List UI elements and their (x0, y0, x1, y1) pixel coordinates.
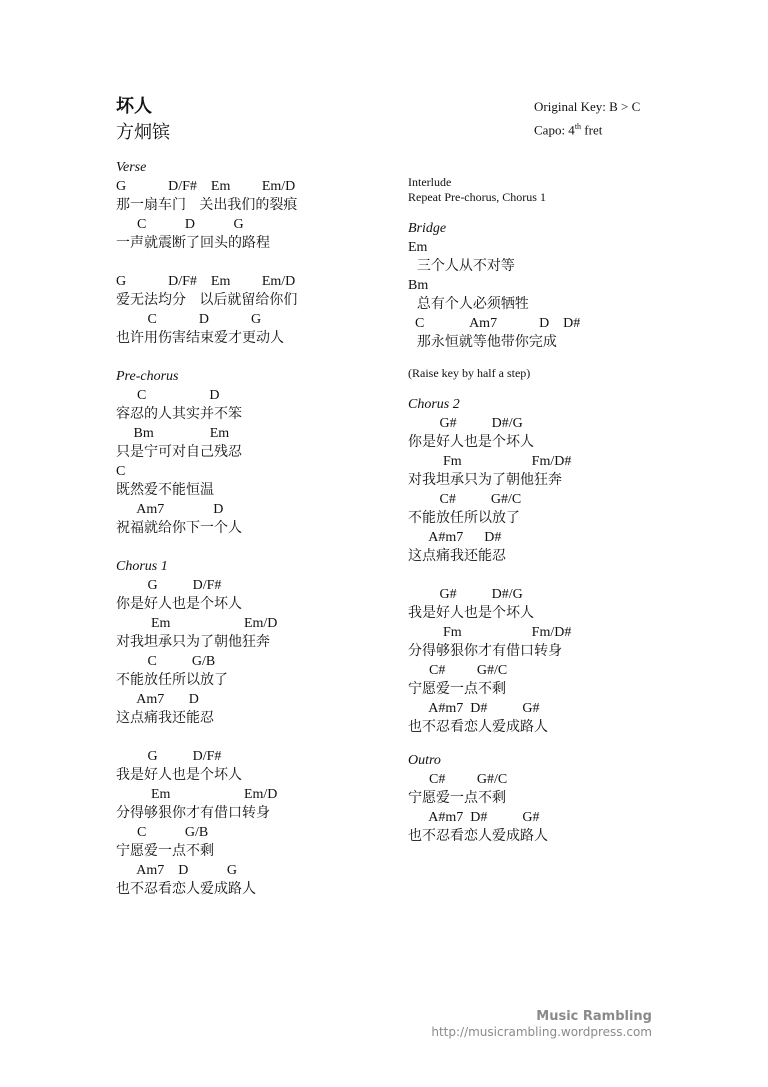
chord-line: Bm Em (116, 426, 230, 441)
lyric-line: 不能放任所以放了 (116, 672, 228, 688)
chord-line: Am7 D (116, 692, 199, 707)
lyric-line: 你是好人也是个坏人 (116, 596, 242, 612)
chord-line: Am7 D G (116, 863, 237, 878)
spacer (116, 348, 406, 367)
note-line: Repeat Pre-chorus, Chorus 1 (408, 190, 546, 204)
chord-line: C G/B (116, 654, 216, 669)
spacer (408, 381, 738, 395)
lyric-line: 一声就震断了回头的路程 (116, 235, 270, 251)
chord-line: Am7 D (116, 502, 224, 517)
spacer (408, 205, 738, 219)
spacer (116, 538, 406, 557)
spacer (408, 352, 738, 366)
capo-suffix: fret (581, 122, 603, 138)
spacer (408, 566, 738, 585)
chord-line: Bm (408, 278, 429, 293)
chord-line: C# G#/C (408, 663, 508, 678)
lyric-line: 三个人从不对等 (408, 258, 515, 274)
lyric-line: 宁愿爱一点不剩 (408, 790, 506, 806)
lyric-line: 这点痛我还能忍 (116, 710, 214, 726)
lyric-line: 容忍的人其实并不笨 (116, 406, 242, 422)
chord-line: C Am7 D D# (408, 316, 581, 331)
chord-line: C (116, 464, 126, 479)
lyric-line: 也许用伤害结束爱才更动人 (116, 330, 284, 346)
note-line: (Raise key by half a step) (408, 366, 531, 380)
note-line: Interlude (408, 175, 452, 189)
lyric-line: 对我坦承只为了朝他狂奔 (116, 634, 270, 650)
left-column (116, 158, 406, 899)
chord-line: G D/F# (116, 749, 222, 764)
section-heading: Chorus 1 (116, 559, 168, 574)
song-artist: 方炯镔 (116, 122, 170, 143)
lyric-line: 不能放任所以放了 (408, 510, 520, 526)
chord-line: A#m7 D# G# (408, 810, 540, 825)
chord-line: C D G (116, 312, 262, 327)
chord-line: C# G#/C (408, 492, 522, 507)
chord-line: G# D#/G (408, 416, 523, 431)
section-heading: Chorus 2 (408, 397, 460, 412)
capo-ordinal: th (574, 122, 582, 131)
lyric-line: 也不忍看恋人爱成路人 (408, 719, 548, 735)
chord-line: Em (408, 240, 428, 255)
original-key: Original Key: B > C (534, 99, 641, 114)
chord-line: G D/F# Em Em/D (116, 179, 296, 194)
lyric-line: 这点痛我还能忍 (408, 548, 506, 564)
lyric-line: 分得够狠你才有借口转身 (116, 805, 270, 821)
right-column (408, 175, 738, 846)
song-title: 坏人 (116, 96, 152, 117)
spacer (116, 253, 406, 272)
chord-line: Em Em/D (116, 787, 278, 802)
footer-site-name: Music Rambling (536, 1009, 652, 1024)
lyric-line: 爱无法均分 以后就留给你们 (116, 292, 298, 308)
chord-line: A#m7 D# G# (408, 701, 540, 716)
lyric-line: 对我坦承只为了朝他狂奔 (408, 472, 562, 488)
section-heading: Pre-chorus (116, 369, 179, 384)
lyric-line: 你是好人也是个坏人 (408, 434, 534, 450)
lyric-line: 既然爱不能恒温 (116, 482, 214, 498)
lyric-line: 也不忍看恋人爱成路人 (116, 881, 256, 897)
chord-line: C D G (116, 217, 244, 232)
spacer (116, 728, 406, 747)
section-heading: Bridge (408, 221, 447, 236)
chord-line: C G/B (116, 825, 209, 840)
capo-prefix: Capo: 4 (534, 122, 575, 138)
lyric-line: 那永恒就等他带你完成 (408, 334, 557, 350)
spacer (408, 737, 738, 751)
lyric-line: 只是宁可对自己残忍 (116, 444, 242, 460)
section-heading: Verse (116, 160, 147, 175)
chord-line: G# D#/G (408, 587, 523, 602)
lyric-line: 我是好人也是个坏人 (116, 767, 242, 783)
lyric-line: 那一扇车门 关出我们的裂痕 (116, 197, 298, 213)
chord-line: C D (116, 388, 220, 403)
lyric-line: 总有个人必须牺牲 (408, 296, 529, 312)
section-heading: Outro (408, 753, 441, 768)
lyric-line: 也不忍看恋人爱成路人 (408, 828, 548, 844)
chord-line: G D/F# Em Em/D (116, 274, 296, 289)
chord-line: A#m7 D# (408, 530, 502, 545)
lyric-line: 宁愿爱一点不剩 (116, 843, 214, 859)
capo-info (534, 122, 602, 138)
lyric-line: 祝福就给你下一个人 (116, 520, 242, 536)
lyric-line: 我是好人也是个坏人 (408, 605, 534, 621)
chord-line: G D/F# (116, 578, 222, 593)
lyric-line: 分得够狠你才有借口转身 (408, 643, 562, 659)
chord-line: Fm Fm/D# (408, 454, 572, 469)
footer-site-url: http://musicrambling.wordpress.com (431, 1025, 652, 1039)
chord-line: C# G#/C (408, 772, 508, 787)
lyric-line: 宁愿爱一点不剩 (408, 681, 506, 697)
chord-line: Fm Fm/D# (408, 625, 572, 640)
chord-line: Em Em/D (116, 616, 278, 631)
